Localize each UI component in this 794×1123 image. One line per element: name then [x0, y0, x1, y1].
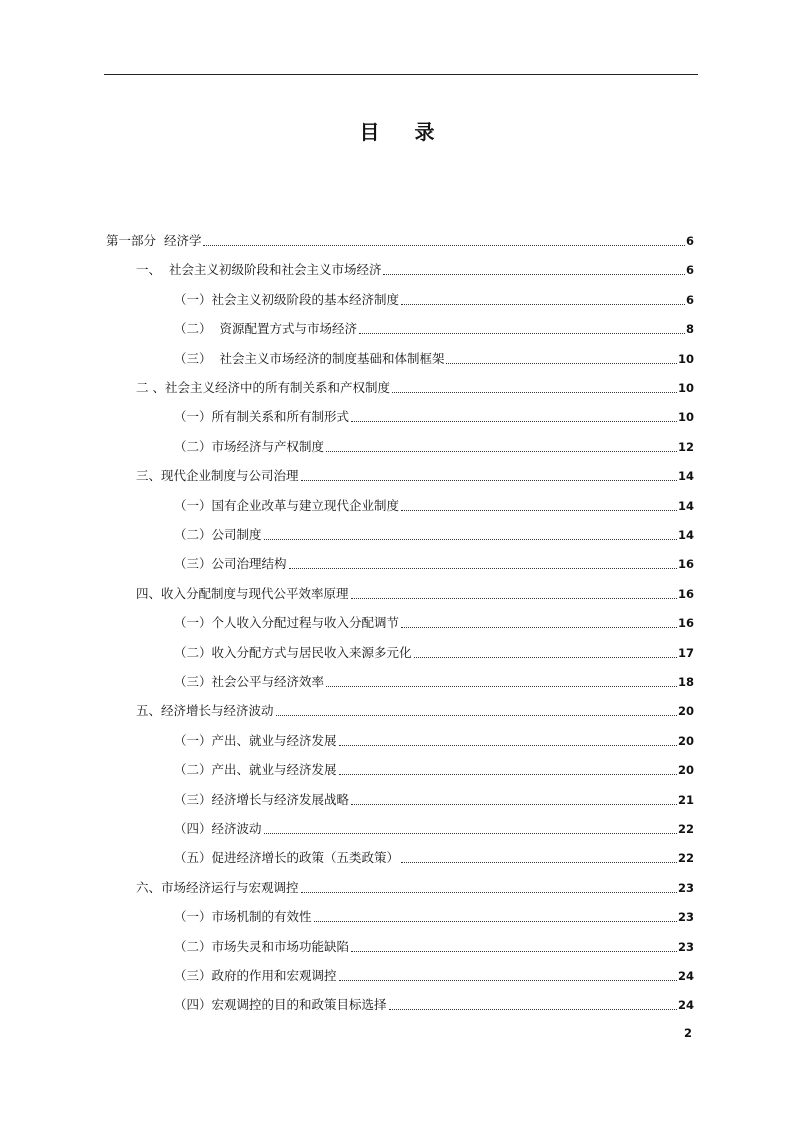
toc-entry-label: （四）经济波动 — [174, 821, 262, 836]
toc-entry-page: 14 — [677, 528, 694, 542]
toc-entry[interactable] — [174, 609, 694, 631]
toc-entry-page: 12 — [677, 439, 694, 454]
toc-entry[interactable] — [174, 639, 694, 661]
page-title: 目 录 — [359, 120, 449, 144]
toc-entry-page: 10 — [677, 410, 694, 425]
toc-entry-label: （一）产出、就业与经济发展 — [174, 732, 337, 748]
toc-entry[interactable] — [174, 286, 694, 308]
toc-entry-page: 23 — [677, 880, 694, 895]
dot-leader — [351, 804, 677, 805]
toc-entry-page: 8 — [685, 322, 694, 337]
toc-entry[interactable] — [174, 433, 694, 455]
toc-entry-page: 17 — [677, 645, 694, 660]
toc-entry[interactable] — [174, 903, 694, 925]
toc-entry-page: 22 — [677, 822, 694, 836]
toc-entry-page: 6 — [685, 292, 694, 307]
toc-entry-label: （五）促进经济增长的政策（五类政策） — [174, 850, 400, 866]
dot-leader — [264, 539, 677, 540]
toc-entry-page: 23 — [677, 910, 694, 925]
toc-entry-page: 24 — [677, 969, 694, 983]
toc-entry-page: 10 — [677, 381, 694, 395]
dot-leader — [351, 421, 677, 422]
toc-entry-label: （一）国有企业改革与建立现代企业制度 — [174, 497, 400, 513]
dot-leader — [401, 862, 677, 863]
dot-leader — [392, 392, 677, 393]
dot-leader — [401, 304, 685, 305]
dot-leader — [203, 245, 685, 246]
dot-leader — [276, 715, 677, 716]
toc-entry[interactable] — [174, 550, 694, 572]
toc-entry-page: 20 — [677, 763, 694, 778]
toc-entry[interactable] — [136, 874, 694, 896]
dot-leader — [359, 333, 685, 334]
toc-entry-label: （一）社会主义初级阶段的基本经济制度 — [174, 291, 400, 307]
toc-entry-page: 18 — [677, 675, 694, 689]
toc-entry-label: （二） 资源配置方式与市场经济 — [174, 321, 357, 337]
toc-entry[interactable] — [136, 697, 694, 719]
toc-entry[interactable] — [174, 315, 694, 337]
dot-leader — [339, 745, 677, 746]
toc-entry-page: 14 — [677, 469, 694, 484]
dot-leader — [401, 627, 677, 628]
toc-entry[interactable] — [174, 756, 694, 778]
toc-entry-page: 10 — [677, 351, 694, 366]
toc-entry[interactable] — [174, 492, 694, 514]
toc-entry-label: （一）市场机制的有效性 — [174, 909, 312, 925]
toc-entry-label: 二 、社会主义经济中的所有制关系和产权制度 — [136, 380, 390, 395]
toc-entry[interactable] — [136, 256, 694, 278]
toc-entry[interactable] — [174, 786, 694, 808]
toc-entry-page: 6 — [685, 234, 694, 248]
dot-leader — [383, 274, 685, 275]
toc-entry-label: （四）宏观调控的目的和政策目标选择 — [174, 997, 387, 1013]
toc-entry-label: （三）社会公平与经济效率 — [174, 674, 325, 689]
dot-leader — [301, 480, 677, 481]
dot-leader — [326, 451, 677, 452]
toc-entry-page: 14 — [677, 498, 694, 513]
toc-entry[interactable] — [136, 374, 694, 396]
toc-entry-label: （二）公司制度 — [174, 527, 262, 542]
toc-entry[interactable] — [174, 403, 694, 425]
dot-leader — [326, 686, 677, 687]
dot-leader — [446, 363, 677, 364]
header-rule — [104, 74, 698, 75]
toc-entry-label: （三）政府的作用和宏观调控 — [174, 968, 337, 983]
toc-entry[interactable] — [174, 933, 694, 955]
toc-entry-label: （二）收入分配方式与居民收入来源多元化 — [174, 644, 412, 660]
toc-entry[interactable] — [174, 962, 694, 984]
toc-entry-page: 20 — [677, 733, 694, 748]
toc-entry-page: 6 — [685, 263, 694, 278]
toc-entry-label: 五、经济增长与经济波动 — [136, 703, 274, 719]
dot-leader — [339, 980, 677, 981]
toc-entry-label: （二）市场经济与产权制度 — [174, 438, 325, 454]
dot-leader — [339, 774, 677, 775]
toc-entry-page: 24 — [677, 998, 694, 1013]
toc-entry[interactable] — [136, 580, 694, 602]
dot-leader — [264, 833, 677, 834]
dot-leader — [414, 657, 677, 658]
toc-entry[interactable] — [174, 844, 694, 866]
toc-entry[interactable] — [106, 227, 694, 249]
toc-entry-page: 16 — [677, 586, 694, 601]
toc-entry[interactable] — [174, 521, 694, 543]
toc-entry-label: （三） 社会主义市场经济的制度基础和体制框架 — [174, 350, 445, 366]
toc-entry-label: 四、收入分配制度与现代公平效率原理 — [136, 585, 349, 601]
toc-entry-page: 21 — [677, 792, 694, 807]
toc-entry-page: 22 — [677, 851, 694, 866]
toc-entry[interactable] — [174, 668, 694, 690]
toc-entry-label: （三）公司治理结构 — [174, 556, 287, 572]
toc-entry[interactable] — [174, 727, 694, 749]
toc-entry-page: 16 — [677, 557, 694, 572]
toc-entry-page: 20 — [677, 704, 694, 719]
dot-leader — [351, 951, 677, 952]
toc-entry-label: 一、 社会主义初级阶段和社会主义市场经济 — [136, 262, 382, 278]
page-number: 2 — [683, 1026, 692, 1040]
dot-leader — [389, 1009, 677, 1010]
dot-leader — [301, 892, 677, 893]
toc-entry-label: 六、市场经济运行与宏观调控 — [136, 879, 299, 895]
toc-entry[interactable] — [174, 345, 694, 367]
toc-entry[interactable] — [174, 991, 694, 1013]
toc-entry-page: 16 — [677, 616, 694, 631]
dot-leader — [351, 598, 677, 599]
toc-entry-label: 第一部分 经济学 — [106, 233, 202, 248]
toc-entry-label: （二）产出、就业与经济发展 — [174, 762, 337, 778]
toc-entry-label: （一）个人收入分配过程与收入分配调节 — [174, 615, 400, 631]
dot-leader — [314, 921, 677, 922]
toc-entry-label: （一）所有制关系和所有制形式 — [174, 409, 350, 425]
toc-entry[interactable] — [174, 815, 694, 837]
dot-leader — [401, 510, 677, 511]
toc-entry-page: 23 — [677, 939, 694, 954]
toc-entry[interactable] — [136, 462, 694, 484]
toc-entry-label: （三）经济增长与经济发展战略 — [174, 791, 350, 807]
dot-leader — [289, 568, 677, 569]
toc-entry-label: 三、现代企业制度与公司治理 — [136, 468, 299, 484]
toc-entry-label: （二）市场失灵和市场功能缺陷 — [174, 938, 350, 954]
